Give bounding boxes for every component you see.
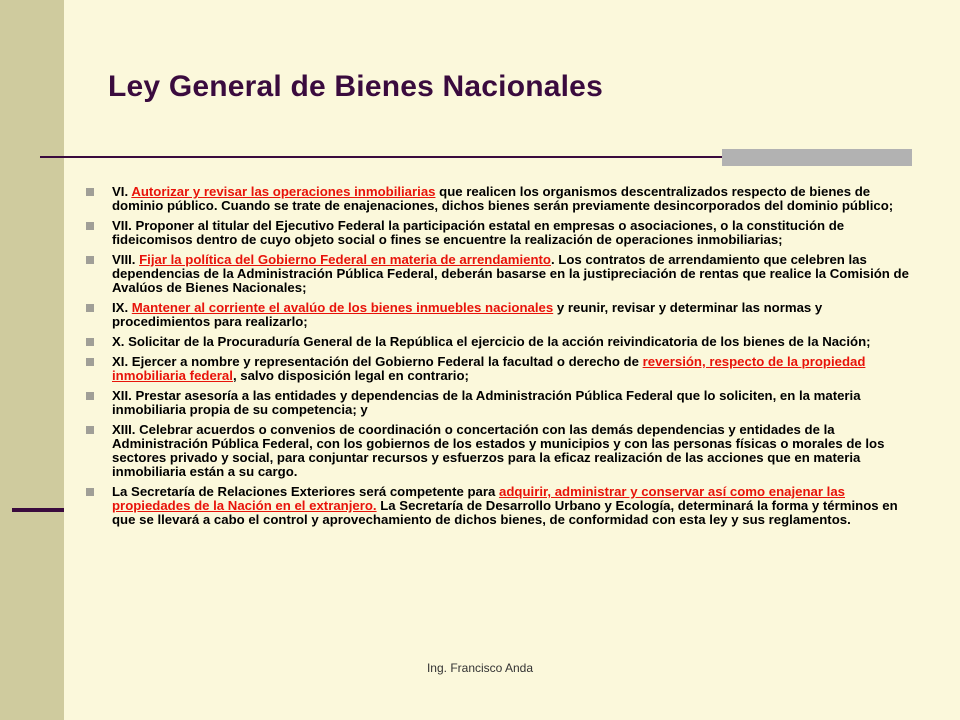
slide-title: Ley General de Bienes Nacionales <box>108 70 603 103</box>
bullet-list <box>86 185 916 533</box>
bullet-icon <box>86 222 94 230</box>
item-text: VI. <box>112 184 132 199</box>
item-text: XI. Ejercer a nombre y representación del Gobierno Federal la facultad o derecho de <box>112 354 643 369</box>
item-link[interactable]: Autorizar y revisar las operaciones inmobiliarias <box>131 184 436 199</box>
list-item-sre <box>86 485 916 527</box>
list-item-xi <box>86 355 916 383</box>
left-accent-line <box>12 508 64 512</box>
bullet-icon <box>86 188 94 196</box>
item-text: y reunir, revisar y determinar las normas y procedimientos para realizarlo; <box>112 300 823 329</box>
footer-author: Ing. Francisco Anda <box>426 661 534 675</box>
item-text: IX. <box>112 300 132 315</box>
item-text: VIII. <box>112 252 140 267</box>
item-text: , salvo disposición legal en contrario; <box>232 368 469 383</box>
list-item-x <box>86 335 916 349</box>
bullet-icon <box>86 392 94 400</box>
bullet-icon <box>86 338 94 346</box>
item-text: La Secretaría de Desarrollo Urbano y Ecología, determinará la forma y términos en que se llevará a cabo el control y aprovechamiento de dichos bienes, de conformidad con esta ley y sus reglamentos. <box>112 498 898 527</box>
divider-accent-block <box>722 149 912 166</box>
item-text: La Secretaría de Relaciones Exteriores será competente para <box>112 484 500 499</box>
item-link[interactable]: Mantener al corriente el avalúo de los bienes inmuebles nacionales <box>131 300 554 315</box>
item-link[interactable]: Fijar la política del Gobierno Federal en materia de arrendamiento <box>139 252 551 267</box>
bullet-icon <box>86 358 94 366</box>
item-text: VII. Proponer al titular del Ejecutivo Federal la participación estatal en empresas o asociaciones, o la constitución de fideicomisos dentro de cuyo objeto social o fines se encuentre la realización de operaciones inmobiliarias; <box>112 218 845 247</box>
left-decorative-band <box>0 0 64 720</box>
list-item-xii <box>86 389 916 417</box>
list-item-xiii <box>86 423 916 479</box>
bullet-icon <box>86 488 94 496</box>
bullet-icon <box>86 304 94 312</box>
list-item-viii <box>86 253 916 295</box>
list-item-vii <box>86 219 916 247</box>
item-link[interactable]: adquirir, administrar y conservar así como enajenar las propiedades de la Nación en el extranjero. <box>112 484 845 513</box>
item-text: XII. Prestar asesoría a las entidades y dependencias de la Administración Pública Federal que lo soliciten, en la materia inmobiliaria propia de su competencia; y <box>112 388 861 417</box>
item-text: . Los contratos de arrendamiento que celebren las dependencias de la Administración Pública Federal, deberán basarse en la justipreciación de rentas que realice la Comisión de Avalúos de Bienes Nacionales; <box>112 252 909 295</box>
list-item-vi <box>86 185 916 213</box>
item-text: XIII. Celebrar acuerdos o convenios de coordinación o concertación con las demás dependencias y entidades de la Administración Pública Federal, con los gobiernos de los estados y municipios y con las personas físicas o morales de los sectores privado y social, para conjuntar recursos y esfuerzos para la eficaz realización de las acciones que en materia inmobiliaria están a su cargo. <box>112 422 885 479</box>
item-link[interactable]: reversión, respecto de la propiedad inmobiliaria federal <box>112 354 866 383</box>
bullet-icon <box>86 256 94 264</box>
item-text: que realicen los organismos descentralizados respecto de bienes de dominio público. Cuando se trate de enajenaciones, dichos bienes serán previamente desincorporados del dominio público; <box>112 184 894 213</box>
item-text: X. Solicitar de la Procuraduría General de la República el ejercicio de la acción reivindicatoria de los bienes de la Nación; <box>112 334 871 349</box>
list-item-ix <box>86 301 916 329</box>
bullet-icon <box>86 426 94 434</box>
